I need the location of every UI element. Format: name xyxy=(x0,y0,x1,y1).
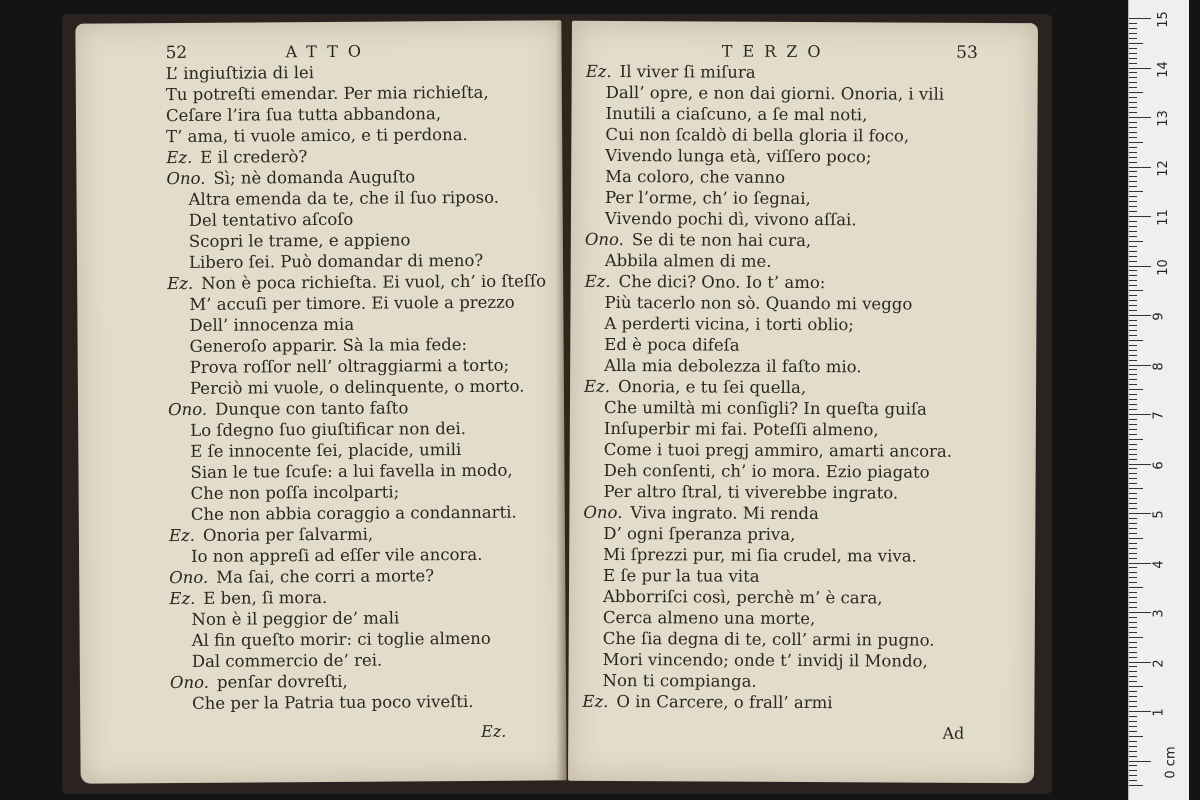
ruler-tick xyxy=(1129,558,1137,559)
ruler-tick xyxy=(1129,449,1137,450)
ruler-tick xyxy=(1129,256,1137,257)
speaker-label: Ez. xyxy=(167,273,194,294)
line-text: Per altro ſtral, ti viverebbe ingrato. xyxy=(603,481,899,503)
ruler-tick xyxy=(1129,270,1137,271)
text-line xyxy=(569,607,1035,630)
line-text: Se di te non hai cura, xyxy=(631,230,812,251)
line-text: Dell’ innocenza mia xyxy=(189,314,355,335)
text-line xyxy=(570,334,1036,357)
speaker-label: Ez. xyxy=(584,271,611,291)
line-text: T’ ama, ti vuole amico, e ti perdona. xyxy=(166,124,468,147)
ruler-tick xyxy=(1129,142,1143,143)
ruler-tick xyxy=(1129,305,1137,306)
ruler-tick xyxy=(1129,167,1151,168)
line-text: Altra emenda da te, che il ſuo riposo. xyxy=(188,187,500,209)
line-text: Che non poſſa incolparti; xyxy=(190,482,400,503)
line-text: Perciò mi vuole, o delinquente, o morto. xyxy=(189,376,525,398)
text-line xyxy=(571,250,1037,273)
ruler-tick xyxy=(1129,726,1137,727)
text-line xyxy=(571,208,1037,231)
line-text: Deh conſenti, ch’ io mora. Ezio piagato xyxy=(603,460,930,482)
ruler-tick xyxy=(1129,335,1137,336)
text-line xyxy=(571,166,1037,189)
ruler-tick xyxy=(1129,647,1137,648)
ruler-tick xyxy=(1129,241,1143,242)
ruler-tick xyxy=(1129,543,1137,544)
ruler-tick xyxy=(1129,632,1137,633)
ruler-tick xyxy=(1129,290,1143,291)
ruler-tick xyxy=(1129,28,1137,29)
ruler-tick xyxy=(1129,657,1137,658)
line-text: Non è poca richieſta. Ei vuol, ch’ io ſteſſo xyxy=(201,271,547,293)
ruler-tick xyxy=(1129,572,1137,573)
ruler-tick xyxy=(1129,503,1137,504)
text-line xyxy=(569,502,1035,525)
ruler-tick xyxy=(1129,617,1137,618)
ruler-tick xyxy=(1129,394,1137,395)
ruler-tick xyxy=(1129,577,1137,578)
ruler-tick xyxy=(1129,696,1137,697)
ruler-tick xyxy=(1129,711,1151,712)
ruler-tick xyxy=(1129,201,1137,202)
ruler-tick xyxy=(1129,731,1137,732)
text-line xyxy=(571,124,1037,147)
line-text: Vivendo pochi dì, vivono aſſai. xyxy=(604,208,857,230)
ruler-tick xyxy=(1129,409,1137,410)
line-text: Che umiltà mi conſigli? In queſta guiſa xyxy=(603,397,927,419)
ruler-tick xyxy=(1129,87,1137,88)
ruler-label: 9 xyxy=(1151,312,1167,321)
ruler-tick xyxy=(1129,211,1137,212)
speaker-label: Ono. xyxy=(583,502,623,523)
text-line xyxy=(570,313,1036,336)
catchword: Ez. xyxy=(481,721,507,741)
ruler-tick xyxy=(1129,404,1137,405)
ruler-tick xyxy=(1129,48,1137,49)
ruler-tick xyxy=(1129,340,1143,341)
ruler-tick xyxy=(1129,365,1151,366)
line-text: E il crederò? xyxy=(200,147,308,167)
text-line xyxy=(571,187,1037,210)
text-line xyxy=(570,292,1036,315)
text-line xyxy=(79,501,565,525)
line-text: Non ti compianga. xyxy=(602,670,757,691)
ruler-tick xyxy=(1129,171,1137,172)
ruler-tick xyxy=(1129,622,1137,623)
line-text: Come i tuoi pregj ammiro, amarti ancora. xyxy=(603,439,953,461)
ruler-tick xyxy=(1129,285,1137,286)
ruler-tick xyxy=(1129,360,1137,361)
ruler-tick xyxy=(1129,582,1137,583)
line-text: O in Carcere, o frall’ armi xyxy=(616,692,833,713)
ruler-tick xyxy=(1129,186,1137,187)
right-page xyxy=(568,21,1038,783)
line-text: penſar dovreſti, xyxy=(216,671,348,692)
ruler-label: 6 xyxy=(1151,460,1167,470)
text-line xyxy=(78,459,564,483)
ruler-tick xyxy=(1129,523,1137,524)
left-page-text xyxy=(76,60,567,714)
ruler-tick xyxy=(1129,439,1143,440)
ruler-label: 11 xyxy=(1155,209,1171,226)
line-text: D’ ogni ſperanza priva, xyxy=(603,523,796,544)
line-text: E ſe pur la tua vita xyxy=(603,565,760,586)
line-text: Inſuperbir mi fai. Poteſſi almeno, xyxy=(603,418,879,440)
ruler-tick xyxy=(1129,191,1143,192)
ruler-tick xyxy=(1129,330,1137,331)
ruler-tick xyxy=(1129,389,1143,390)
line-text: Più tacerlo non sò. Quando mi veggo xyxy=(604,292,913,314)
ruler-tick xyxy=(1129,226,1137,227)
line-text: E ſe innocente ſei, placide, umili xyxy=(190,440,462,461)
ruler-tick xyxy=(1129,464,1151,465)
ruler-tick xyxy=(1129,751,1137,752)
ruler-tick xyxy=(1129,637,1143,638)
ruler-label: 0 cm xyxy=(1163,745,1179,779)
running-head: TERZO xyxy=(721,41,831,62)
ruler-tick xyxy=(1129,587,1143,588)
ruler-label: 4 xyxy=(1151,559,1167,569)
text-line xyxy=(569,544,1035,567)
ruler-tick xyxy=(1129,181,1137,182)
line-text: Onoria, e tu ſei quella, xyxy=(618,377,807,398)
line-text: Al fin queſto morir: ci toglie almeno xyxy=(191,628,491,650)
ruler-tick xyxy=(1129,384,1137,385)
line-text: Generoſo apparir. Sà la mia fede: xyxy=(189,334,468,356)
text-line xyxy=(571,145,1037,168)
speaker-label: Ono. xyxy=(167,399,208,420)
ruler-tick xyxy=(1129,419,1137,420)
ruler-tick xyxy=(1129,770,1137,771)
ruler-tick xyxy=(1129,538,1143,539)
ruler-label: 8 xyxy=(1151,361,1167,371)
ruler-tick xyxy=(1129,607,1137,608)
ruler-tick xyxy=(1129,107,1137,108)
ruler-tick xyxy=(1129,117,1151,118)
ruler-tick xyxy=(1129,97,1137,98)
line-text: M’ accuſi per timore. Ei vuole a prezzo xyxy=(189,292,515,314)
line-text: Ed è poca difeſa xyxy=(604,334,740,355)
ruler-tick xyxy=(1129,602,1137,603)
line-text: Dunque con tanto faſto xyxy=(215,398,409,419)
ruler-tick xyxy=(1129,671,1137,672)
ruler-tick xyxy=(1129,300,1137,301)
line-text: Alla mia debolezza il faſto mio. xyxy=(604,355,862,377)
measurement-ruler xyxy=(1128,0,1189,800)
text-line xyxy=(571,229,1037,252)
ruler-tick xyxy=(1129,785,1143,786)
line-text: Non è il peggior de’ mali xyxy=(191,608,400,629)
ruler-tick xyxy=(1129,681,1137,682)
ruler-tick xyxy=(1129,275,1137,276)
line-text: Ceſare l’ira ſua tutta abbandona, xyxy=(165,104,442,126)
ruler-tick xyxy=(1129,320,1137,321)
ruler-tick xyxy=(1129,528,1137,529)
text-line xyxy=(571,103,1037,126)
ruler-tick xyxy=(1129,468,1137,469)
ruler-label: 2 xyxy=(1151,658,1167,668)
ruler-tick xyxy=(1129,662,1151,663)
ruler-tick xyxy=(1129,741,1137,742)
ruler-tick xyxy=(1129,444,1137,445)
ruler-tick xyxy=(1129,77,1137,78)
line-text: Mi ſprezzi pur, mi ſia crudel, ma viva. xyxy=(603,544,917,566)
ruler-tick xyxy=(1129,429,1137,430)
line-text: Del tentativo aſcoſo xyxy=(188,209,354,230)
text-line xyxy=(570,460,1036,483)
catchword: Ad xyxy=(942,723,965,743)
line-text: Onoria per ſalvarmi, xyxy=(202,524,374,545)
line-text: Mori vincendo; onde t’ invidj il Mondo, xyxy=(602,649,928,671)
ruler-tick xyxy=(1129,345,1137,346)
ruler-tick xyxy=(1129,563,1151,564)
ruler-tick xyxy=(1129,424,1137,425)
text-line xyxy=(568,670,1034,693)
ruler-tick xyxy=(1129,147,1137,148)
ruler-tick xyxy=(1129,454,1137,455)
ruler-label: 14 xyxy=(1155,60,1171,78)
ruler-tick xyxy=(1129,642,1137,643)
ruler-tick xyxy=(1129,706,1137,707)
line-text: L’ ingiuſtizia di lei xyxy=(165,63,315,84)
text-line xyxy=(569,565,1035,588)
ruler-tick xyxy=(1129,756,1137,757)
ruler-tick xyxy=(1129,399,1137,400)
ruler-label: 15 xyxy=(1155,11,1171,28)
line-text: Viva ingrato. Mi renda xyxy=(630,503,819,524)
text-line xyxy=(569,649,1035,672)
ruler-tick xyxy=(1129,261,1137,262)
ruler-tick xyxy=(1129,38,1137,39)
text-line xyxy=(78,375,564,399)
ruler-tick xyxy=(1129,266,1151,267)
line-text: Prova roſſor nell’ oltraggiarmi a torto; xyxy=(189,355,510,377)
line-text: Lo ſdegno ſuo giuſtificar non dei. xyxy=(190,418,467,440)
ruler-tick xyxy=(1129,132,1137,133)
ruler-tick xyxy=(1129,102,1137,103)
ruler-tick xyxy=(1129,508,1137,509)
ruler-tick xyxy=(1129,325,1137,326)
line-text: Dall’ opre, e non dai giorni. Onoria, i vili xyxy=(605,82,945,104)
ruler-tick xyxy=(1129,137,1137,138)
ruler-tick xyxy=(1129,721,1137,722)
ruler-tick xyxy=(1129,548,1137,549)
ruler-tick xyxy=(1129,666,1137,667)
line-text: Cui non ſcaldò di bella gloria il foco, xyxy=(605,124,910,146)
text-line xyxy=(569,523,1035,546)
ruler-tick xyxy=(1129,162,1137,163)
text-line xyxy=(570,355,1036,378)
ruler-tick xyxy=(1129,33,1137,34)
line-text: Libero ſei. Può domandar di meno? xyxy=(188,250,484,272)
ruler-tick xyxy=(1129,612,1151,613)
text-line xyxy=(570,418,1036,441)
ruler-tick xyxy=(1129,231,1137,232)
line-text: Ma ſai, che corri a morte? xyxy=(216,566,435,587)
ruler-tick xyxy=(1129,43,1143,44)
ruler-tick xyxy=(1129,775,1137,776)
text-line xyxy=(570,439,1036,462)
text-line xyxy=(569,586,1035,609)
line-text: Abborriſci così, perchè m’ è cara, xyxy=(602,586,883,608)
speaker-label: Ez. xyxy=(169,588,196,609)
ruler-label: 10 xyxy=(1155,258,1171,276)
text-line xyxy=(568,691,1034,714)
ruler-label: 3 xyxy=(1151,609,1167,618)
text-line xyxy=(77,186,563,210)
ruler-tick xyxy=(1129,112,1137,113)
ruler-tick xyxy=(1129,533,1137,534)
line-text: Ma coloro, che vanno xyxy=(605,166,786,187)
ruler-tick xyxy=(1129,246,1137,247)
ruler-tick xyxy=(1129,216,1151,217)
ruler-tick xyxy=(1129,488,1143,489)
line-text: Il viver ſi miſura xyxy=(619,62,756,82)
speaker-label: Ez. xyxy=(585,61,612,81)
ruler-tick xyxy=(1129,355,1137,356)
ruler-tick xyxy=(1129,459,1137,460)
line-text: Che non abbia coraggio a condannarti. xyxy=(190,502,517,524)
ruler-tick xyxy=(1129,493,1137,494)
ruler-label: 7 xyxy=(1151,411,1167,420)
speaker-label: Ez. xyxy=(168,525,195,546)
ruler-tick xyxy=(1129,765,1137,766)
ruler-tick xyxy=(1129,374,1137,375)
line-text: Tu potreſti emendar. Per mia richieſta, xyxy=(165,82,489,105)
page-number: 53 xyxy=(956,42,978,63)
text-line xyxy=(570,397,1036,420)
text-line xyxy=(570,376,1036,399)
ruler-tick xyxy=(1129,483,1137,484)
speaker-label: Ez. xyxy=(582,691,609,711)
line-text: Abbila almen di me. xyxy=(604,250,772,271)
ruler-tick xyxy=(1129,567,1137,568)
line-text: Io non appreſi ad eſſer vile ancora. xyxy=(191,544,483,566)
ruler-tick xyxy=(1129,92,1143,93)
ruler-tick xyxy=(1129,127,1137,128)
ruler-tick xyxy=(1129,686,1143,687)
line-text: Per l’orme, ch’ io ſegnai, xyxy=(605,187,811,209)
speaker-label: Ono. xyxy=(169,672,210,693)
ruler-tick xyxy=(1129,414,1151,415)
line-text: E ben, ſi mora. xyxy=(203,587,328,608)
speaker-label: Ono. xyxy=(584,229,624,250)
line-text: Vivendo lunga età, viſſero poco; xyxy=(605,145,872,167)
ruler-tick xyxy=(1129,716,1137,717)
ruler-tick xyxy=(1129,295,1137,296)
ruler-tick xyxy=(1129,513,1151,514)
line-text: Che ſia degna di te, coll’ armi in pugno. xyxy=(602,628,935,650)
ruler-tick xyxy=(1129,152,1137,153)
ruler-tick xyxy=(1129,251,1137,252)
ruler-tick xyxy=(1129,157,1137,158)
ruler-tick xyxy=(1129,478,1137,479)
ruler-tick xyxy=(1129,627,1137,628)
line-text: Cerca almeno una morte, xyxy=(602,607,816,629)
ruler-tick xyxy=(1129,434,1137,435)
ruler-tick xyxy=(1129,221,1137,222)
ruler-tick xyxy=(1129,315,1151,316)
ruler-tick xyxy=(1129,196,1137,197)
ruler-tick xyxy=(1129,23,1137,24)
ruler-tick xyxy=(1129,553,1137,554)
line-text: A perderti vicina, i torti oblio; xyxy=(604,313,854,335)
right-page-text xyxy=(568,61,1037,714)
ruler-label: 12 xyxy=(1155,159,1171,177)
speaker-label: Ono. xyxy=(169,567,209,588)
line-text: Che dici? Ono. Io t’ amo: xyxy=(618,272,826,293)
left-page xyxy=(75,20,566,783)
ruler-tick xyxy=(1129,68,1151,69)
ruler-tick xyxy=(1129,597,1137,598)
ruler-tick xyxy=(1129,369,1137,370)
ruler-tick xyxy=(1129,652,1137,653)
line-text: Scopri le trame, e appieno xyxy=(188,230,411,251)
ruler-tick xyxy=(1129,58,1137,59)
ruler-tick xyxy=(1129,350,1137,351)
ruler-label: 5 xyxy=(1151,510,1167,519)
ruler-label: 1 xyxy=(1151,708,1167,717)
ruler-tick xyxy=(1129,122,1137,123)
speaker-label: Ez. xyxy=(584,376,611,396)
text-line xyxy=(77,291,563,315)
page-number: 52 xyxy=(165,42,188,64)
ruler-tick xyxy=(1129,379,1137,380)
text-line xyxy=(571,271,1037,294)
line-text: Inutili a ciaſcuno, a ſe mal noti, xyxy=(605,103,868,125)
ruler-tick xyxy=(1129,676,1137,677)
ruler-tick xyxy=(1129,236,1137,237)
ruler-tick xyxy=(1129,176,1137,177)
line-text: Sì; nè domanda Auguſto xyxy=(213,167,416,188)
ruler-tick xyxy=(1129,736,1143,737)
ruler-tick xyxy=(1129,691,1137,692)
speaker-label: Ez. xyxy=(166,147,193,168)
ruler-tick xyxy=(1129,473,1137,474)
line-text: Dal commercio de’ rei. xyxy=(191,650,383,671)
ruler-tick xyxy=(1129,206,1137,207)
ruler-tick xyxy=(1129,63,1137,64)
ruler-tick xyxy=(1129,701,1137,702)
ruler-tick xyxy=(1129,761,1151,762)
text-line xyxy=(80,690,566,714)
ruler-tick xyxy=(1129,82,1137,83)
speaker-label: Ono. xyxy=(166,168,206,189)
ruler-tick xyxy=(1129,18,1151,19)
ruler-tick xyxy=(1129,780,1137,781)
text-line xyxy=(569,481,1035,504)
line-text: Che per la Patria tua poco viveſti. xyxy=(192,691,474,713)
line-text: Sian le tue ſcuſe: a lui favella in modo, xyxy=(190,460,513,482)
text-line xyxy=(569,628,1035,651)
ruler-tick xyxy=(1129,310,1137,311)
ruler-tick xyxy=(1129,280,1137,281)
ruler-tick xyxy=(1129,72,1137,73)
ruler-tick xyxy=(1129,518,1137,519)
ruler-tick xyxy=(1129,746,1137,747)
text-line xyxy=(572,61,1038,84)
ruler-tick xyxy=(1129,53,1137,54)
text-line xyxy=(572,82,1038,105)
running-head: ATTO xyxy=(285,41,372,62)
ruler-label: 13 xyxy=(1155,110,1171,127)
ruler-tick xyxy=(1129,592,1137,593)
ruler-tick xyxy=(1129,498,1137,499)
